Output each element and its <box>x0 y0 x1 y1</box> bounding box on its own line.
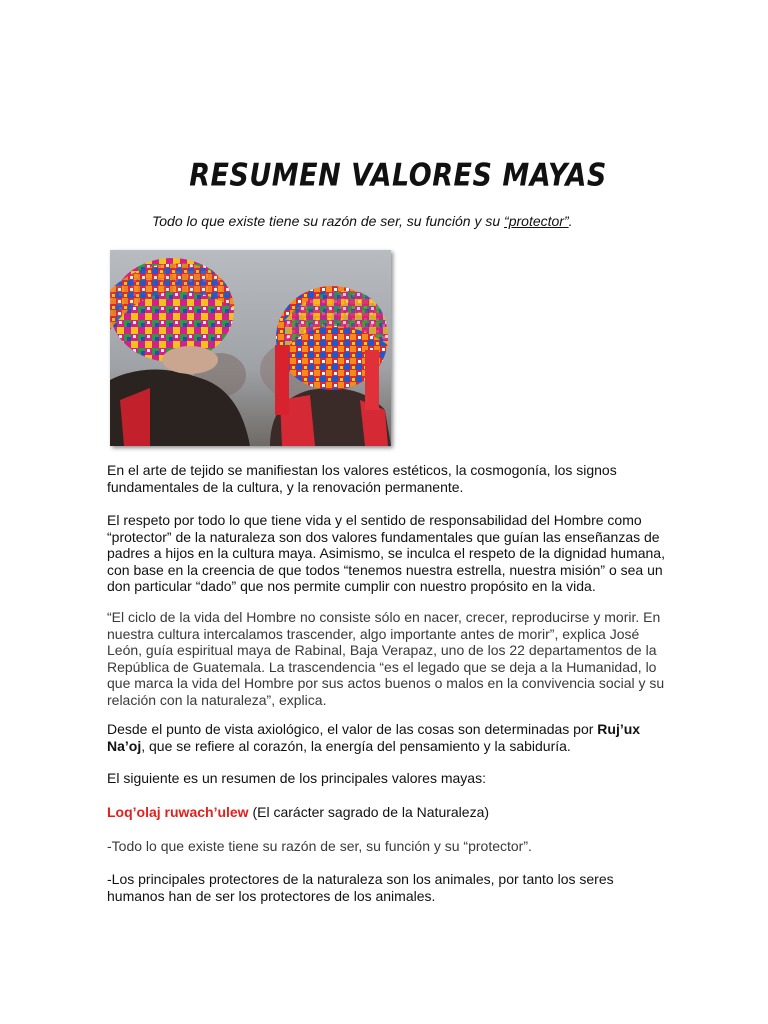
paragraph-tejido: En el arte de tejido se manifiestan los valores estéticos, la cosmogonía, los signos fundamentales de la cultura, y la renovación permanente. <box>107 462 617 495</box>
subtitle <box>152 213 712 229</box>
section-heading <box>107 804 667 821</box>
rujux-naoj-term: Ruj’ux Na’oj <box>107 721 641 754</box>
section-heading-rest: (El carácter sagrado de la Naturaleza) <box>248 804 490 820</box>
subtitle-protector: “protector” <box>504 213 569 229</box>
photo-illustration <box>110 250 391 446</box>
paragraph-ciclo-vida: “El ciclo de la vida del Hombre no consiste sólo en nacer, crecer, reproducirse y morir. En nuestra cultura intercalamos trascender, algo importante antes de morir”, explica José León, guía espiritual maya de Rabinal, Baja Verapaz, uno de los 22 departamentos de la República de Guatemala. La trascendencia “es el legado que se deja a la Humanidad, lo que marca la vida del Hombre por sus actos buenos o malos en la convivencia social y su relación con la naturaleza”, explica. <box>107 609 665 708</box>
axiologico-text: Desde el punto de vista axiológico, el valor de las cosas son determinadas por <box>107 721 598 737</box>
paragraph-axiologico <box>107 721 667 754</box>
paragraph-respeto: El respeto por todo lo que tiene vida y el sentido de responsabilidad del Hombre como “protector” de la naturaleza son dos valores fundamentales que guían las enseñanzas de padres a hijos en la cultura maya. Asimismo, se inculca el respeto de la dignidad humana, con base en la creencia de que todos “tenemos nuestra estrella, nuestra misión” o sea un don particular “dado” que nos permite cumplir con nuestro propósito en la vida. <box>107 512 665 594</box>
photo-mayan-women <box>110 250 391 446</box>
bullet-todo-existe: -Todo lo que existe tiene su razón de ser, su función y su “protector”. <box>107 838 532 854</box>
loqolaj-term: Loq’olaj ruwach’ulew <box>107 804 249 820</box>
paragraph-resumen-intro: El siguiente es un resumen de los principales valores mayas: <box>107 770 486 786</box>
axiologico-end: , que se refiere al corazón, la energía del pensamiento y la sabiduría. <box>141 737 571 754</box>
page-title: RESUMEN VALORES MAYAS <box>189 157 607 194</box>
subtitle-end: . <box>568 213 573 229</box>
bullet-protectores: -Los principales protectores de la naturaleza son los animales, por tanto los seres humanos han de ser los protectores de los animales. <box>107 871 614 904</box>
subtitle-text: Todo lo que existe tiene su razón de ser, su función y su <box>152 213 505 229</box>
